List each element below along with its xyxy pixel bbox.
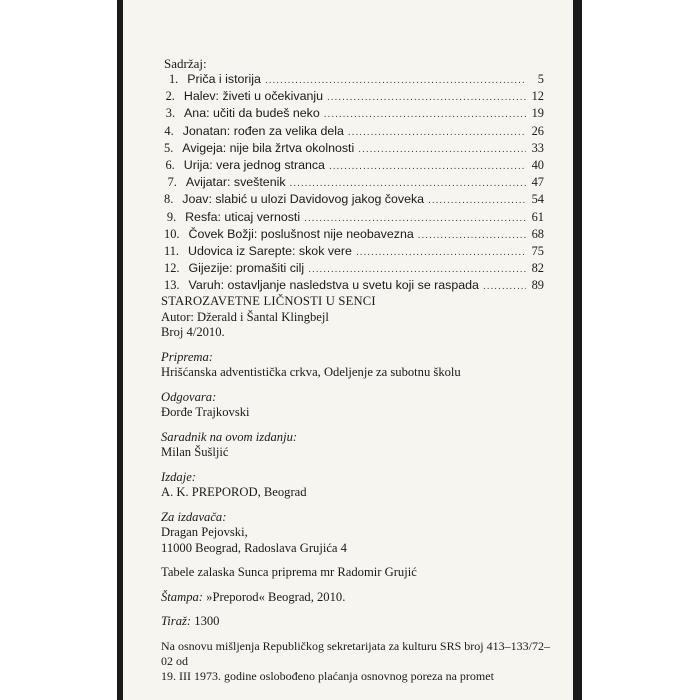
- odgovara-label: Odgovara:: [161, 389, 217, 404]
- toc-entry-number: 5.: [164, 140, 174, 155]
- toc-entry-number: 13.: [164, 278, 180, 293]
- toc-entry-number: 4.: [164, 123, 174, 138]
- toc-entry-page: 61: [531, 209, 544, 224]
- toc-entry: [164, 244, 544, 261]
- toc-entry-page: 54: [531, 192, 544, 207]
- toc-entry-page: 12: [531, 89, 544, 104]
- imprint-section: [161, 294, 561, 684]
- tiraz-value: 1300: [194, 614, 220, 628]
- toc-entry-title: Avigeja: nije bila žrtva okolnosti: [182, 140, 355, 155]
- za-izdavaca-address: 11000 Beograd, Radoslava Grujića 4: [161, 540, 347, 555]
- toc-entry-page: 40: [531, 157, 544, 172]
- toc-entry-title: Udovica iz Sarepte: skok vere: [188, 243, 352, 258]
- toc-entry-number: 11.: [164, 243, 180, 258]
- toc-entry-number: 7.: [167, 175, 177, 190]
- toc-entry: [164, 124, 544, 141]
- toc-entry-number: 3.: [165, 106, 176, 121]
- toc-entry-number: 2.: [165, 89, 175, 104]
- tax-note: [161, 639, 561, 684]
- stampa-value: »Preporod« Beograd, 2010.: [206, 589, 346, 604]
- izdaje-label: Izdaje:: [161, 469, 196, 484]
- toc-heading: Sadržaj:: [164, 56, 207, 71]
- toc-leader-dots: [348, 127, 526, 138]
- toc-entry-page: 19: [531, 106, 544, 121]
- toc-entry-title: Jonatan: rođen za velika dela: [182, 123, 344, 138]
- toc-entry: [164, 192, 544, 209]
- toc-leader-dots: [265, 75, 526, 86]
- toc-entry-page: 68: [531, 226, 544, 241]
- issue-number: Broj 4/2010.: [161, 325, 225, 339]
- za-izdavaca-label: Za izdavača:: [161, 509, 227, 524]
- toc-leader-dots: [418, 230, 526, 241]
- stampa-label: Štampa:: [161, 589, 203, 604]
- toc-entry-title: Varuh: ostavljanje nasledstva u svetu koji se raspada: [188, 278, 479, 293]
- toc-leader-dots: [308, 264, 526, 275]
- izdaje-value: A. K. PREPOROD, Beograd: [161, 485, 307, 499]
- toc-entry-title: Avijatar: sveštenik: [185, 175, 286, 190]
- toc-leader-dots: [304, 213, 526, 224]
- toc-entry-number: 9.: [166, 209, 177, 224]
- tabele-line: Tabele zalaska Sunca priprema mr Radomir Grujić: [161, 565, 417, 579]
- toc-entry: [164, 278, 544, 295]
- tax-note-line-2: 19. III 1973. godine oslobođeno plaćanja osnovnog poreza na promet: [161, 668, 494, 683]
- toc-entry-title: Čovek Božji: poslušnost nije neobavezna: [188, 226, 414, 241]
- saradnik-label: Saradnik na ovom izdanju:: [161, 429, 298, 444]
- toc-entry: [164, 227, 544, 244]
- toc-entry-title: Gijezije: promašiti cilj: [188, 261, 305, 276]
- toc-entry-page: 5: [537, 72, 544, 86]
- toc-entry-page: 33: [531, 140, 544, 155]
- toc-entry: [164, 210, 544, 227]
- table-of-contents: [164, 72, 544, 295]
- toc-leader-dots: [483, 281, 526, 292]
- toc-entry: [164, 175, 544, 192]
- priprema-label: Priprema:: [161, 349, 213, 364]
- toc-entry-title: Ana: učiti da budeš neko: [184, 106, 320, 121]
- toc-leader-dots: [290, 178, 526, 189]
- toc-entry-title: Halev: živeti u očekivanju: [183, 89, 323, 104]
- toc-entry-number: 6.: [165, 157, 175, 172]
- priprema-value: Hrišćanska adventistička crkva, Odeljenje za subotnu školu: [161, 365, 461, 379]
- toc-leader-dots: [358, 144, 526, 155]
- toc-entry-title: Joav: slabić u ulozi Davidovog jakog čoveka: [182, 192, 425, 207]
- toc-entry: [164, 261, 544, 278]
- toc-entry-page: 47: [531, 175, 544, 190]
- book-page: [123, 0, 573, 700]
- toc-leader-dots: [327, 92, 526, 103]
- toc-entry: [164, 141, 544, 158]
- toc-entry-number: 8.: [164, 192, 174, 207]
- toc-entry-number: 1.: [168, 72, 179, 86]
- tiraz-label: Tiraž:: [161, 614, 192, 628]
- toc-leader-dots: [329, 161, 526, 172]
- toc-entry-number: 10.: [164, 226, 180, 241]
- toc-leader-dots: [428, 195, 526, 206]
- toc-entry: [164, 72, 544, 89]
- toc-entry: [164, 158, 544, 175]
- toc-entry-title: Urija: vera jednog stranca: [183, 157, 325, 172]
- saradnik-value: Milan Šušljić: [161, 445, 229, 459]
- book-title: STAROZAVETNE LIČNOSTI U SENCI: [161, 294, 376, 308]
- toc-entry-title: Resfa: uticaj vernosti: [185, 209, 301, 224]
- toc-entry-number: 12.: [164, 261, 180, 276]
- toc-entry-page: 26: [531, 123, 544, 138]
- tax-note-line-1: Na osnovu mišljenja Republičkog sekretarijata za kulturu SRS broj 413–133/72–02 od: [161, 638, 550, 668]
- author-line: Autor: Džerald i Šantal Klingbejl: [161, 309, 329, 324]
- toc-entry-title: Priča i istorija: [187, 72, 261, 86]
- toc-entry-page: 75: [531, 243, 544, 258]
- toc-entry-page: 89: [531, 278, 544, 293]
- toc-entry: [164, 106, 544, 123]
- za-izdavaca-name: Dragan Pejovski,: [161, 525, 248, 539]
- toc-entry: [164, 89, 544, 106]
- odgovara-value: Đorđe Trajkovski: [161, 405, 250, 419]
- toc-entry-page: 82: [531, 261, 544, 276]
- toc-leader-dots: [324, 109, 526, 120]
- toc-leader-dots: [356, 247, 526, 258]
